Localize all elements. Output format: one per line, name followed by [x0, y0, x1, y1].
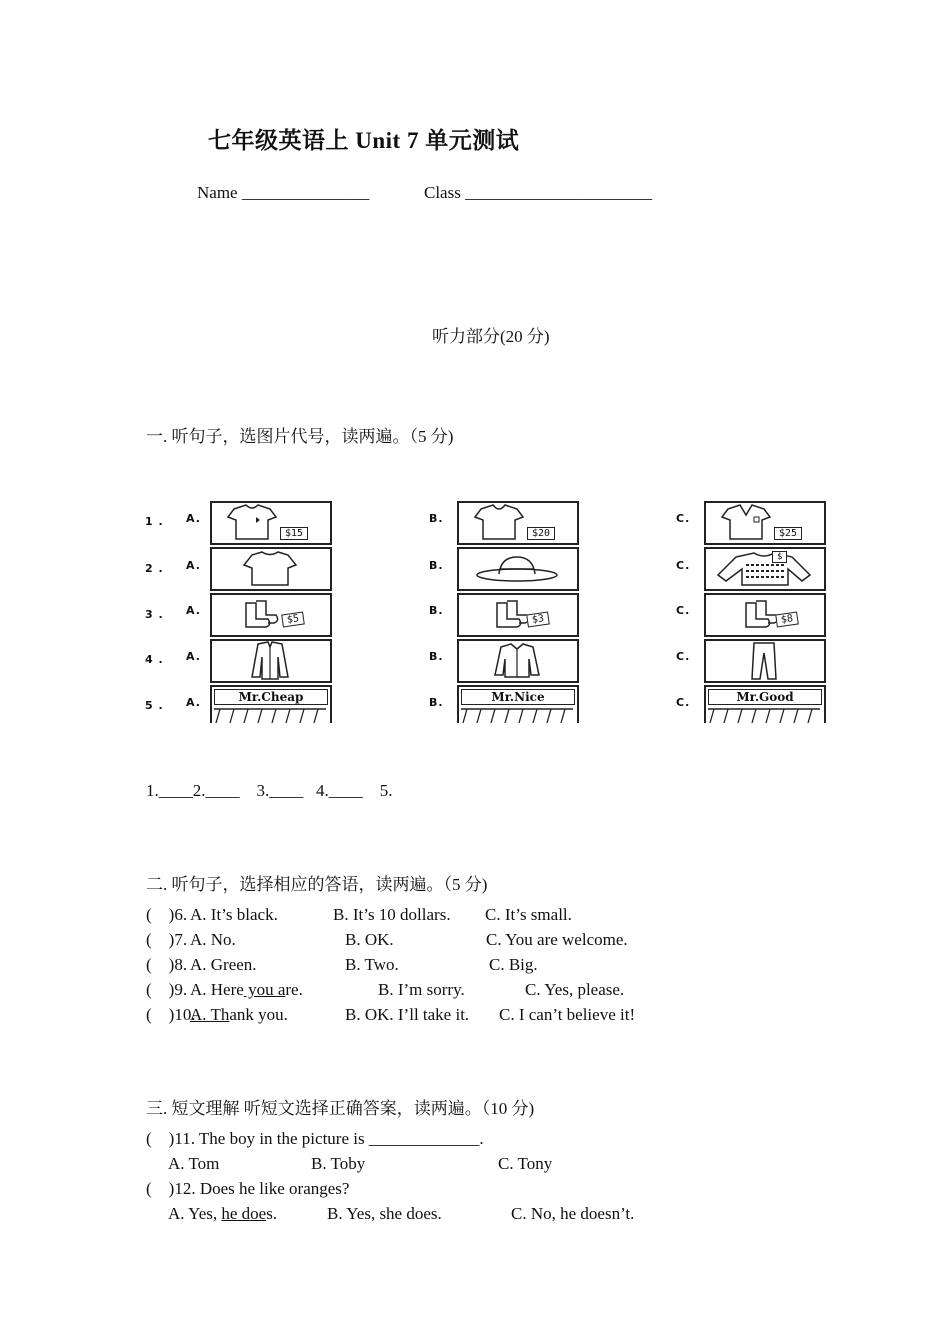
question-12-option-a — [168, 1204, 277, 1224]
picture-1c — [704, 501, 826, 545]
name-label: Name — [197, 183, 238, 202]
shop-sign: Mr.Good — [708, 689, 822, 705]
shop-sign: Mr.Cheap — [214, 689, 328, 705]
question-7-option-a: A. No. — [190, 930, 236, 949]
store-icon — [706, 687, 824, 723]
tshirt-icon — [212, 549, 330, 589]
section1-heading: 一. 听句子，选图片代号，读两遍。（5 分) — [146, 427, 454, 446]
question-11-option-b: B. Toby — [311, 1154, 366, 1173]
option-c: C. — [676, 559, 691, 572]
picture-3a — [210, 593, 332, 637]
question-8-number[interactable]: ( )8. — [146, 955, 188, 974]
row-number: 5 . — [145, 699, 164, 712]
picture-3c — [704, 593, 826, 637]
underlined-text: A. Th — [190, 1005, 230, 1024]
option-b: B. — [429, 512, 444, 525]
picture-2c — [704, 547, 826, 591]
question-9-option-b: B. I’m sorry. — [378, 980, 465, 999]
class-label: Class — [424, 183, 461, 202]
price-tag: $3 — [526, 612, 550, 628]
sweater-icon — [706, 549, 824, 589]
price-tag: $5 — [281, 612, 305, 628]
page-title: 七年级英语上 Unit 7 单元测试 — [208, 128, 520, 153]
price-tag: $8 — [775, 612, 799, 628]
name-line — [197, 183, 369, 203]
picture-1a — [210, 501, 332, 545]
question-6-option-a: A. It’s black. — [190, 905, 278, 924]
picture-4c — [704, 639, 826, 683]
text: ank you. — [229, 1005, 288, 1024]
socks-icon — [459, 595, 577, 635]
question-6-option-b: B. It’s 10 dollars. — [333, 905, 451, 924]
question-10-option-a — [190, 1005, 288, 1025]
question-10-option-c: C. I can’t believe it! — [499, 1005, 636, 1024]
option-b: B. — [429, 559, 444, 572]
tshirt-icon — [706, 503, 824, 543]
store-icon — [459, 687, 577, 723]
hat-icon — [459, 549, 577, 589]
jacket-icon — [459, 641, 577, 681]
price-tag: $25 — [774, 527, 802, 540]
question-11[interactable]: ( )11. The boy in the picture is _____________. — [146, 1129, 484, 1148]
text: A. Yes, — [168, 1204, 222, 1223]
question-9-option-a — [190, 980, 303, 1000]
option-a: A. — [186, 559, 201, 572]
picture-4b — [457, 639, 579, 683]
picture-1b — [457, 501, 579, 545]
underlined-text: he doe — [221, 1204, 267, 1223]
row-number: 2 . — [145, 562, 164, 575]
name-blank[interactable]: _______________ — [241, 183, 370, 202]
question-12[interactable]: ( )12. Does he like oranges? — [146, 1179, 350, 1198]
picture-5b — [457, 685, 579, 723]
option-c: C. — [676, 512, 691, 525]
row-number: 1 . — [145, 515, 164, 528]
socks-icon — [706, 595, 824, 635]
option-b: B. — [429, 604, 444, 617]
question-9-option-c: C. Yes, please. — [525, 980, 625, 999]
text: s. — [266, 1204, 278, 1223]
class-line — [424, 183, 652, 203]
question-6-option-c: C. It’s small. — [485, 905, 572, 924]
question-9-number[interactable]: ( )9. — [146, 980, 188, 999]
option-a: A. — [186, 512, 201, 525]
picture-4a — [210, 639, 332, 683]
text: re. — [285, 980, 303, 999]
picture-5c — [704, 685, 826, 723]
question-12-option-b: B. Yes, she does. — [327, 1204, 442, 1223]
tshirt-icon — [459, 503, 577, 543]
section3-heading: 三. 短文理解 听短文选择正确答案，读两遍。（10 分) — [146, 1099, 535, 1118]
question-7-option-b: B. OK. — [345, 930, 394, 949]
tshirt-icon — [212, 503, 330, 543]
section2-heading: 二. 听句子，选择相应的答语，读两遍。（5 分) — [146, 875, 488, 894]
option-b: B. — [429, 696, 444, 709]
question-7-option-c: C. You are welcome. — [486, 930, 628, 949]
question-11-option-a: A. Tom — [168, 1154, 220, 1173]
option-a: A. — [186, 650, 201, 663]
picture-2b — [457, 547, 579, 591]
question-12-option-c: C. No, he doesn’t. — [511, 1204, 635, 1223]
question-6-number[interactable]: ( )6. — [146, 905, 188, 924]
question-11-option-c: C. Tony — [498, 1154, 553, 1173]
question-7-number[interactable]: ( )7. — [146, 930, 188, 949]
picture-5a — [210, 685, 332, 723]
class-blank[interactable]: ______________________ — [465, 183, 653, 202]
option-a: A. — [186, 696, 201, 709]
store-icon — [212, 687, 330, 723]
price-tag: $20 — [527, 527, 555, 540]
option-c: C. — [676, 604, 691, 617]
picture-3b — [457, 593, 579, 637]
shirt-icon — [212, 641, 330, 681]
question-8-option-c: C. Big. — [489, 955, 538, 974]
question-8-option-a: A. Green. — [190, 955, 257, 974]
trousers-icon — [706, 641, 824, 681]
row-number: 3 . — [145, 608, 164, 621]
listening-header: 听力部分(20 分) — [432, 327, 550, 346]
picture-2a — [210, 547, 332, 591]
option-c: C. — [676, 696, 691, 709]
underlined-text: you a — [243, 980, 286, 999]
shop-sign: Mr.Nice — [461, 689, 575, 705]
option-b: B. — [429, 650, 444, 663]
question-8-option-b: B. Two. — [345, 955, 399, 974]
option-a: A. — [186, 604, 201, 617]
option-c: C. — [676, 650, 691, 663]
row-number: 4 . — [145, 653, 164, 666]
text: A. Here — [190, 980, 244, 999]
answer-blanks[interactable]: 1.____2.____ 3.____ 4.____ 5. — [146, 781, 393, 800]
socks-icon — [212, 595, 330, 635]
price-tag: $ — [772, 551, 787, 563]
price-tag: $15 — [280, 527, 308, 540]
question-10-number[interactable]: ( )10. — [146, 1005, 196, 1024]
question-10-option-b: B. OK. I’ll take it. — [345, 1005, 470, 1024]
